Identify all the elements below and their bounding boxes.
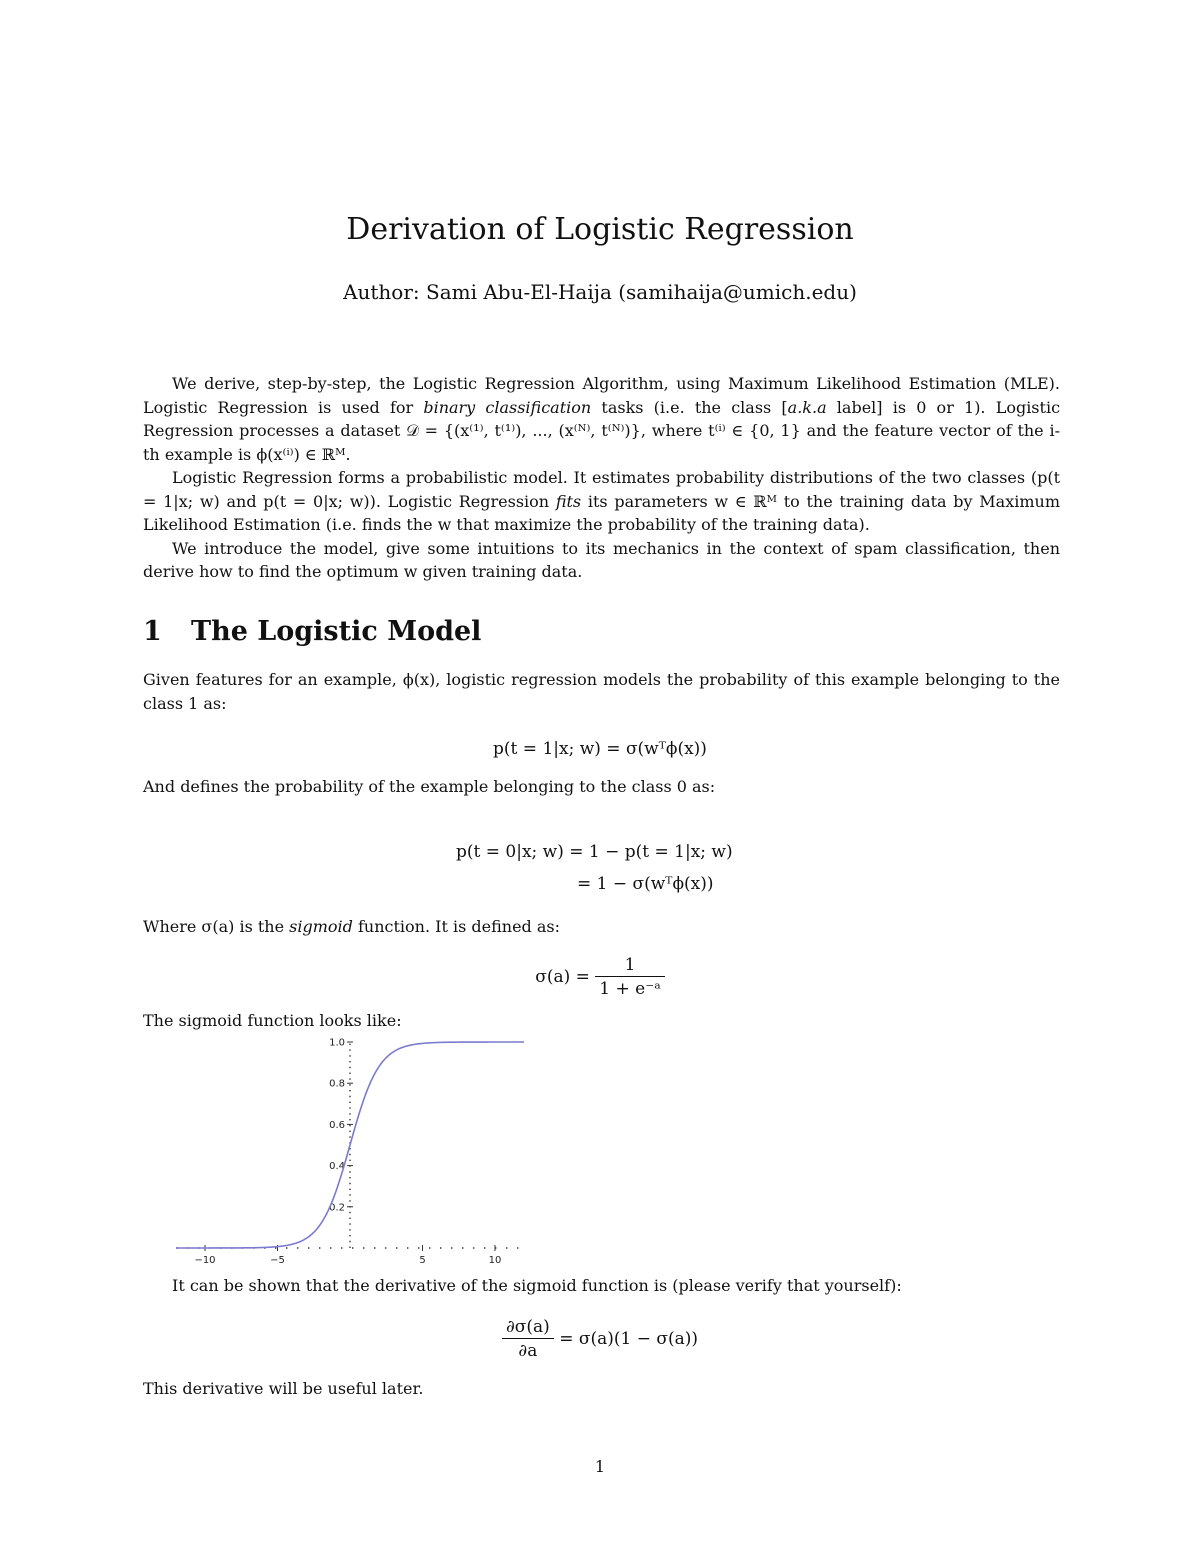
equation-derivative: $\frac{\partial\sigma(a)}{\partial a}$ = σ(a)(1 − σ(a)) xyxy=(0,1316,1200,1363)
y-tick-label: 0.4 xyxy=(329,1161,345,1173)
section-heading: 1 The Logistic Model xyxy=(143,616,482,647)
equation-p0-line2: = 1 − σ(wᵀϕ(x)) xyxy=(577,874,714,894)
equation-sigmoid: σ(a) = $\frac{1}{\text{1 + e⁻ᵃ}}$ xyxy=(0,954,1200,1001)
equation-p1: p(t = 1|x; w) = σ(wᵀϕ(x)) xyxy=(493,739,707,759)
section-text-4: The sigmoid function looks like: xyxy=(143,1011,402,1030)
page-number: 1 xyxy=(594,1457,606,1476)
sigmoid-chart xyxy=(170,1030,530,1270)
abstract xyxy=(143,372,1060,584)
x-tick-label: 5 xyxy=(419,1255,426,1266)
paper-title: Derivation of Logistic Regression xyxy=(346,212,854,247)
intro-paragraph-2: Logistic Regression forms a probabilistic model. It estimates probability distributions of the two classes (p(t = 1|x; w) and p(t = 0|x; w)). Logistic Regression fits its parameters w ∈ ℝᴹ to the training data by Maximum Likelihood Estimation (i.e. finds the w that maximize the probability of the training data). xyxy=(143,468,1061,534)
x-tick-label: 10 xyxy=(488,1255,502,1266)
section-text-6: This derivative will be useful later. xyxy=(143,1379,424,1398)
y-tick-label: 0.6 xyxy=(329,1119,345,1131)
x-tick-label: −10 xyxy=(194,1255,216,1266)
intro-paragraph-3: We introduce the model, give some intuitions to its mechanics in the context of spam classification, then derive how to find the optimum w given training data. xyxy=(143,538,1060,581)
equation-p0-line1: p(t = 0|x; w) = 1 − p(t = 1|x; w) xyxy=(456,842,733,862)
y-tick-label: 0.2 xyxy=(329,1202,345,1214)
section-text-5: It can be shown that the derivative of the sigmoid function is (please verify that yourself): xyxy=(172,1276,902,1295)
intro-paragraph-1: We derive, step-by-step, the Logistic Regression Algorithm, using Maximum Likelihood Estimation (MLE). Logistic Regression is used for binary classification tasks (i.e. the class [a.k.a label] is 0 or 1). Logistic Regression processes a dataset 𝒟 = {(x⁽¹⁾, t⁽¹⁾), ..., (x⁽ᴺ⁾, t⁽ᴺ⁾)}, where t⁽ⁱ⁾ ∈ {0, 1} and the feature vector of the i-th example is ϕ(x⁽ⁱ⁾) ∈ ℝᴹ. xyxy=(143,374,1061,464)
x-tick-label: −5 xyxy=(270,1255,285,1266)
section-text-1: Given features for an example, ϕ(x), logistic regression models the probability of this example belonging to the class 1 as: xyxy=(143,670,1060,713)
section-text-3: Where σ(a) is the sigmoid function. It is defined as: xyxy=(143,917,560,936)
y-tick-label: 0.8 xyxy=(329,1078,345,1090)
section-text-2: And defines the probability of the example belonging to the class 0 as: xyxy=(143,777,716,796)
y-tick-label: 1.0 xyxy=(329,1037,345,1049)
author-line: Author: Sami Abu-El-Haija (samihaija@umich.edu) xyxy=(343,280,857,304)
